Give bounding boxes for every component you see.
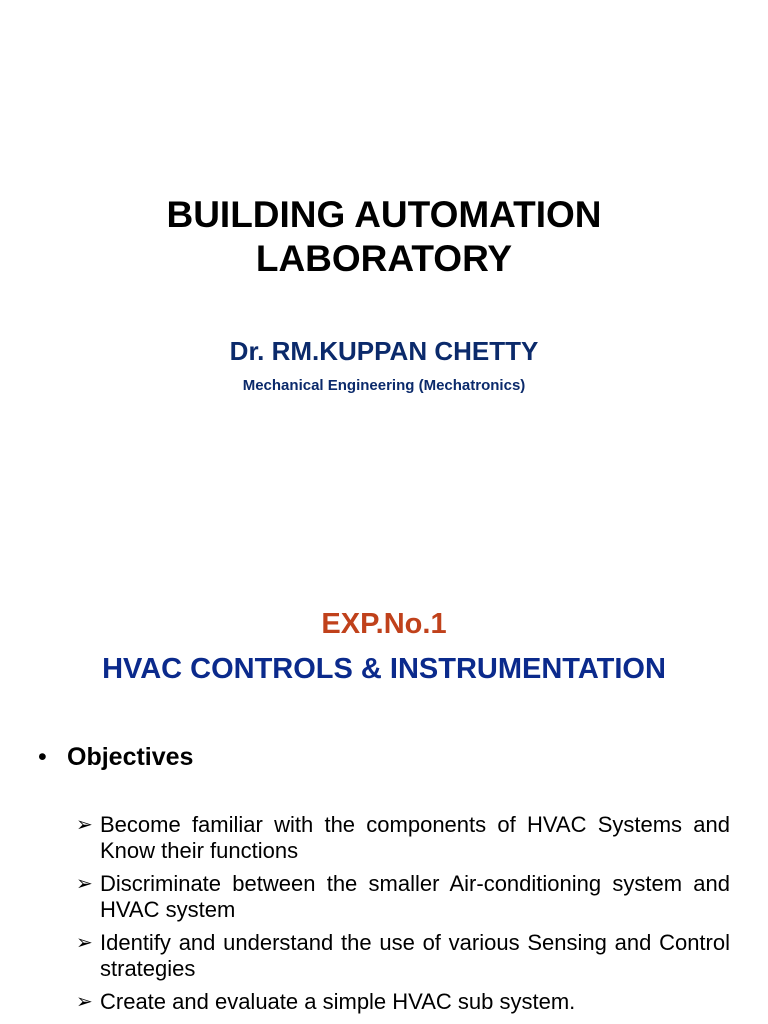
objective-text: Identify and understand the use of various Sensing and Control strategies bbox=[100, 930, 730, 981]
list-item bbox=[76, 812, 730, 864]
objectives-heading bbox=[38, 740, 193, 774]
slide-title bbox=[0, 193, 768, 281]
objective-text: Create and evaluate a simple HVAC sub system. bbox=[100, 989, 576, 1014]
objective-text: Discriminate between the smaller Air-conditioning system and HVAC system bbox=[100, 871, 730, 922]
experiment-title: HVAC CONTROLS & INSTRUMENTATION bbox=[102, 653, 666, 685]
arrow-bullet-icon: ➢ bbox=[76, 814, 93, 836]
objective-text: Become familiar with the components of HVAC Systems and Know their functions bbox=[100, 812, 730, 863]
list-item bbox=[76, 930, 730, 982]
list-item bbox=[76, 871, 730, 923]
title-line-2: LABORATORY bbox=[255, 238, 513, 279]
arrow-bullet-icon: ➢ bbox=[76, 873, 93, 895]
experiment-number: EXP.No.1 bbox=[321, 608, 447, 640]
objectives-list bbox=[76, 812, 730, 1022]
objectives-label: Objectives bbox=[67, 743, 194, 771]
arrow-bullet-icon: ➢ bbox=[76, 991, 93, 1013]
author-name: Dr. RM.KUPPAN CHETTY bbox=[229, 336, 539, 366]
title-line-1: BUILDING AUTOMATION bbox=[166, 194, 602, 235]
arrow-bullet-icon: ➢ bbox=[76, 932, 93, 954]
department: Mechanical Engineering (Mechatronics) bbox=[242, 377, 526, 394]
bullet-icon: • bbox=[38, 743, 47, 771]
list-item bbox=[76, 989, 730, 1015]
